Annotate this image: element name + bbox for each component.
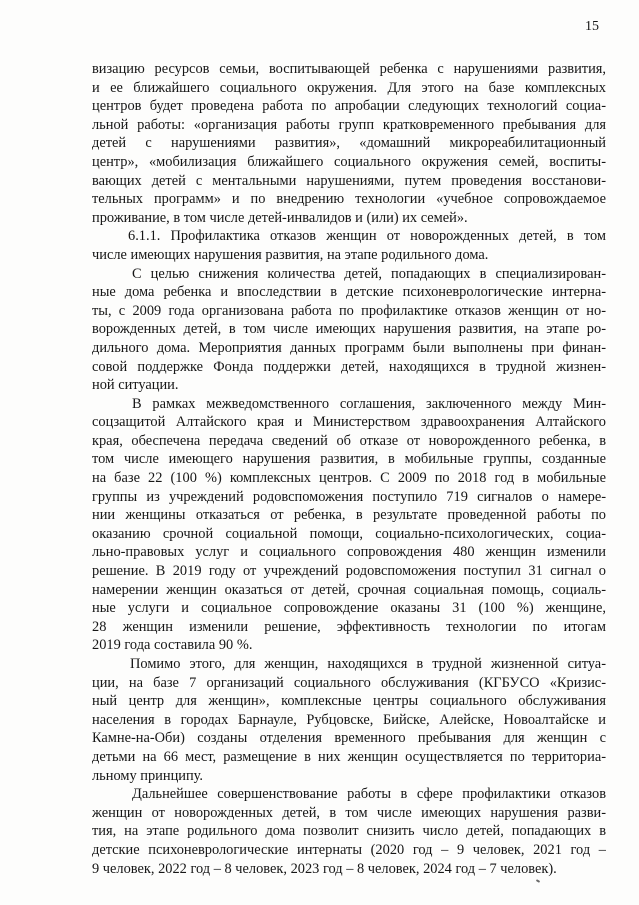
text-line: ной ситуации. [92, 377, 179, 394]
text-line: льному принципу. [92, 767, 204, 784]
paragraph-further-improvement [92, 785, 606, 878]
text-line: дильного дома. Мероприятия данных программ были выполнены при финан- [92, 339, 606, 356]
text-line: совой поддержке Фонда поддержки детей, находящихся в трудной жизнен- [92, 358, 606, 375]
text-line: В рамках межведомственного соглашения, заключенного между Мин- [132, 395, 606, 412]
text-line: женщин от новорожденных детей, в том числе имеющих нарушения разви- [92, 804, 606, 821]
text-line: С целью снижения количества детей, попадающих в специализирован- [132, 265, 606, 282]
text-line: оказанию срочной социальной помощи, социально-психологических, социа- [92, 525, 606, 542]
text-line: тельных программ» и по внедрению технологии «учебное сопровождаемое [92, 191, 606, 208]
text-line: ции, на базе 7 организаций социального обслуживания (КГБУСО «Кризис- [92, 674, 606, 691]
text-line: проживание, в том числе детей-инвалидов и (или) их семей». [92, 209, 468, 226]
text-line: детские психоневрологические интернаты (2020 год – 9 человек, 2021 год – [92, 841, 606, 858]
text-line: ты, с 2009 года организована работа по профилактике отказов женщин от но- [92, 302, 606, 319]
text-line: визацию ресурсов семьи, воспитывающей ребенка с нарушениями развития, [92, 61, 606, 77]
text-line: тия, на этапе родильного дома позволит снизить число детей, попадающих в [92, 823, 606, 840]
paragraph-interagency-agreement [92, 395, 606, 655]
text-line: вающих детей с ментальными нарушениями, путем проведения восстанови- [92, 172, 606, 189]
text-line: 9 человек, 2022 год – 8 человек, 2023 год – 8 человек, 2024 год – 7 человек). [92, 860, 557, 877]
text-line: соцзащитой Алтайского края и Министерством здравоохранения Алтайского [92, 414, 606, 431]
text-line: населения в городах Барнауле, Рубцовске, Бийске, Алейске, Новоалтайске и [92, 711, 606, 728]
text-line: намерении женщин оказаться от детей, срочная социальная помощь, социаль- [92, 581, 606, 598]
text-line: Помимо этого, для женщин, находящихся в трудной жизненной ситуа- [130, 656, 606, 672]
text-line: 6.1.1. Профилактика отказов женщин от новорожденных детей, в том [128, 228, 606, 245]
text-line: решение. В 2019 году от учреждений родовспоможения поступил 31 сигнал о [92, 563, 606, 580]
text-line: детей с нарушениями развития», «домашний микрореабилитационный [92, 135, 606, 152]
text-line: ные услуги и социальное сопровождение оказаны 31 (100 %) женщине, [92, 600, 606, 617]
text-line: том числе имеющего нарушения развития, в мобильные группы, созданные [92, 451, 606, 468]
text-line: на базе 22 (100 %) комплексных центров. С 2009 по 2018 год в мобильные [92, 470, 606, 487]
text-line: льно-правовых услуг и социального сопровождения 480 женщин изменили [92, 544, 606, 561]
text-line: Камне-на-Оби) созданы отделения временного пребывания для женщин с [92, 730, 606, 747]
text-line: края, обеспечена передача сведений об отказе от новорожденного ребенка, в [92, 432, 606, 449]
text-line: 28 женщин изменили решение, эффективность технологии по итогам [92, 618, 606, 635]
text-line: детьми на 66 мест, размещение в них женщин осуществляется по территориа- [92, 748, 606, 765]
text-line: центров будет проведена работа по апробации следующих технологий социа- [92, 98, 606, 115]
paragraph-resource-mobilization [92, 60, 606, 227]
paragraph-temporary-stay-units [92, 655, 606, 785]
text-line: центр», «мобилизация ближайшего социального окружения семей, воспиты- [92, 153, 606, 170]
page-number: 15 [585, 19, 599, 34]
text-line: Дальнейшее совершенствование работы в сфере профилактики отказов [132, 786, 606, 803]
text-line: ные дома ребенка и впоследствии в детские психоневрологические интерна- [92, 284, 606, 301]
text-line: группы из учреждений родовспоможения поступило 719 сигналов о намере- [92, 488, 606, 505]
text-line: льной работы: «организация работы групп кратковременного пребывания для [92, 116, 606, 133]
text-line: и ее ближайшего социального окружения. Для этого на базе комплексных [92, 79, 606, 96]
text-line: ный центр для женщин», комплексные центры социального обслуживания [92, 693, 606, 710]
paragraph-prevention-since-2009 [92, 265, 606, 395]
text-line: нии женщины отказаться от ребенка, в результате проведенной работы по [92, 507, 606, 524]
section-heading-6-1-1 [92, 227, 606, 264]
text-line: числе имеющих нарушения развития, на этапе родильного дома. [92, 246, 489, 263]
text-line: 2019 года составила 90 %. [92, 637, 253, 654]
body-text [92, 60, 606, 878]
scan-speck [536, 879, 540, 883]
text-line: ворожденных детей, в том числе имеющих нарушения развития, на этапе ро- [92, 321, 606, 338]
